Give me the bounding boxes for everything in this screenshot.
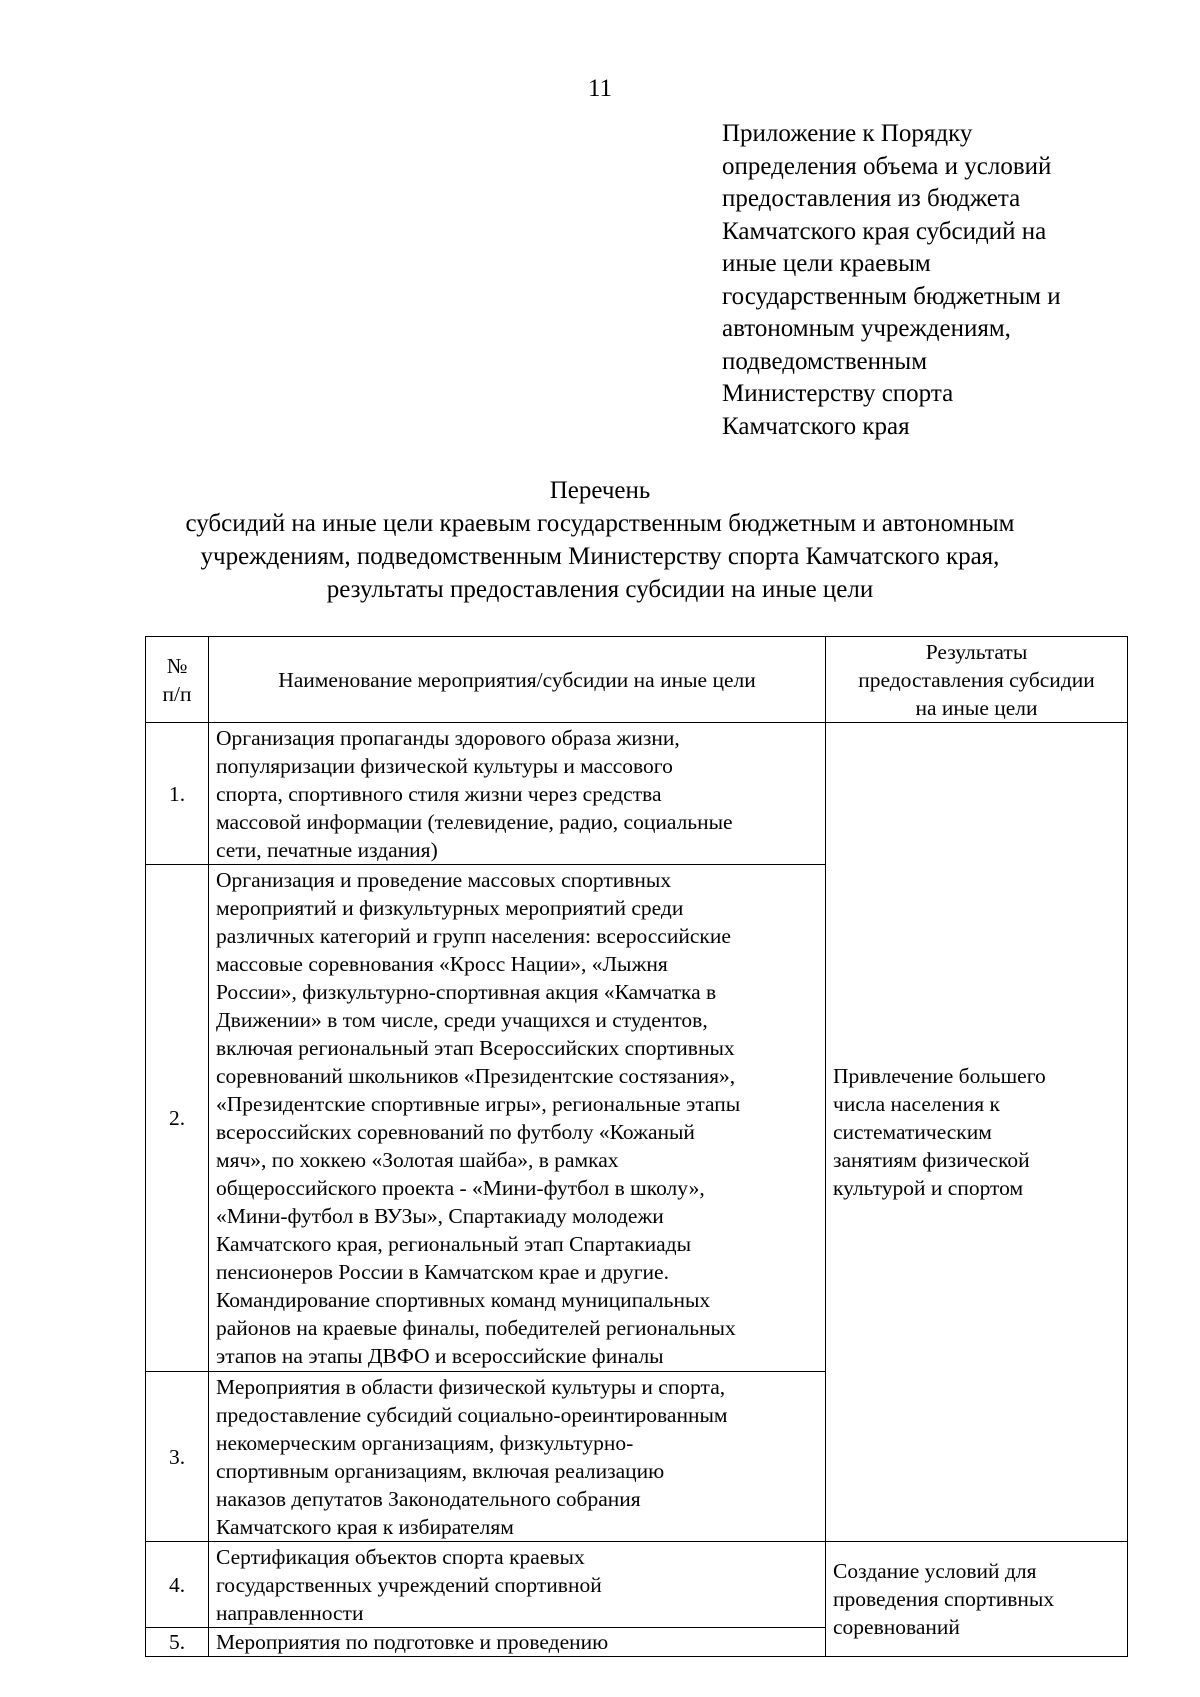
row-result-line: систематическим <box>833 1120 992 1144</box>
row-result-line: проведения спортивных <box>833 1587 1055 1611</box>
page-number: 11 <box>587 75 613 102</box>
row-name-line: популяризации физической культуры и массового <box>216 753 673 778</box>
row-name-line: этапов на этапы ДВФО и всероссийские финалы <box>216 1344 664 1368</box>
row-name-line: Командирование спортивных команд муниципальных <box>216 1288 711 1312</box>
row-result-line: соревнований <box>833 1615 960 1639</box>
appendix-line: Камчатского края субсидий на <box>722 217 1047 245</box>
row-name-line: Движении» в том числе, среди учащихся и студентов, <box>216 1008 708 1032</box>
heading-title: Перечень <box>549 477 651 504</box>
row-num: 3. <box>146 1372 209 1542</box>
row-name-line: России», физкультурно-спортивная акция «Камчатка в <box>216 980 717 1004</box>
header-result-line: на иные цели <box>915 695 1038 720</box>
row-name-line: массовые соревнования «Кросс Нации», «Лыжня <box>216 952 668 976</box>
header-result <box>826 637 1128 723</box>
row-name-line: спорта, спортивного стиля жизни через средства <box>216 781 662 806</box>
row-name <box>209 1628 826 1657</box>
heading-line: учреждениям, подведомственным Министерству спорта Камчатского края, <box>200 543 1000 570</box>
row-name-line: Сертификация объектов спорта краевых <box>216 1544 585 1569</box>
row-name-line: «Президентские спортивные игры», региональные этапы <box>216 1092 741 1116</box>
table-row <box>146 1542 1128 1628</box>
row-num: 4. <box>146 1542 209 1628</box>
heading-line: субсидий на иные цели краевым государственным бюджетным и автономным <box>185 510 1015 537</box>
row-name-line: мяч», по хоккею «Золотая шайба», в рамках <box>216 1148 619 1172</box>
row-result-line: Создание условий для <box>833 1559 1037 1583</box>
header-num-line: п/п <box>162 681 192 706</box>
row-name-line: районов на краевые финалы, победителей региональных <box>216 1316 736 1340</box>
table-header-row <box>146 637 1128 723</box>
appendix-note <box>722 118 1162 443</box>
header-result-line: предоставления субсидии <box>858 667 1095 692</box>
row-name-line: спортивным организациям, включая реализацию <box>216 1458 665 1483</box>
document-heading <box>0 474 1200 606</box>
row-name-line: Организация пропаганды здорового образа жизни, <box>216 725 680 750</box>
row-name-line: наказов депутатов Законодательного собрания <box>216 1486 641 1511</box>
row-name-line: Организация и проведение массовых спортивных <box>216 868 672 892</box>
row-result-line: занятиям физической <box>833 1148 1030 1172</box>
heading-line: результаты предоставления субсидии на иные цели <box>326 576 874 603</box>
row-name-line: общероссийского проекта - «Мини-футбол в школу», <box>216 1176 705 1200</box>
row-name-line: направленности <box>216 1600 364 1625</box>
row-num: 1. <box>146 723 209 865</box>
row-name-line: Мероприятия в области физической культуры и спорта, <box>216 1374 726 1399</box>
row-name-line: некомерческим организациям, физкультурно- <box>216 1430 634 1455</box>
row-name-line: всероссийских соревнований по футболу «Кожаный <box>216 1120 695 1144</box>
row-name-line: различных категорий и групп населения: всероссийские <box>216 924 731 948</box>
row-result <box>826 1542 1128 1657</box>
row-name <box>209 1372 826 1542</box>
row-name-line: «Мини-футбол в ВУЗы», Спартакиаду молодежи <box>216 1204 664 1228</box>
row-name <box>209 723 826 865</box>
row-name-line: Камчатского края к избирателям <box>216 1514 514 1539</box>
row-name-line: Камчатского края, региональный этап Спартакиады <box>216 1232 692 1256</box>
header-num <box>146 637 209 723</box>
row-name-line: государственных учреждений спортивной <box>216 1572 602 1597</box>
row-num: 2. <box>146 865 209 1372</box>
table-row <box>146 723 1128 865</box>
row-result <box>826 723 1128 1542</box>
row-name-line: пенсионеров России в Камчатском крае и другие. <box>216 1260 669 1284</box>
appendix-line: Камчатского края <box>722 412 910 440</box>
appendix-line: определения объема и условий <box>722 152 1052 180</box>
appendix-line: Министерству спорта <box>722 380 954 407</box>
appendix-line: Приложение к Порядку <box>722 120 973 147</box>
row-num: 5. <box>146 1628 209 1657</box>
row-name <box>209 1542 826 1628</box>
appendix-line: подведомственным <box>722 347 928 375</box>
appendix-line: иные цели краевым <box>722 250 931 277</box>
row-name-line: предоставление субсидий социально-ореинтированным <box>216 1402 728 1427</box>
row-name-line: Мероприятия по подготовке и проведению <box>216 1630 609 1654</box>
appendix-line: государственным бюджетным и <box>722 282 1061 310</box>
subsidy-table <box>145 636 1128 1657</box>
header-name: Наименование мероприятия/субсидии на иные цели <box>209 637 826 723</box>
row-result-line: числа населения к <box>833 1092 1000 1116</box>
row-name-line: массовой информации (телевидение, радио, социальные <box>216 809 733 834</box>
appendix-line: автономным учреждениям, <box>722 315 1011 342</box>
row-name-line: сети, печатные издания) <box>216 837 438 862</box>
row-name <box>209 865 826 1372</box>
row-name-line: мероприятий и физкультурных мероприятий среди <box>216 896 684 920</box>
row-name-line: соревнований школьников «Президентские состязания», <box>216 1064 736 1088</box>
row-result-line: Привлечение большего <box>833 1064 1046 1088</box>
appendix-line: предоставления из бюджета <box>722 185 1021 212</box>
row-result-line: культурой и спортом <box>833 1176 1024 1200</box>
header-num-line: № <box>166 653 188 678</box>
row-name-line: включая региональный этап Всероссийских спортивных <box>216 1036 735 1060</box>
header-result-line: Результаты <box>925 639 1028 664</box>
